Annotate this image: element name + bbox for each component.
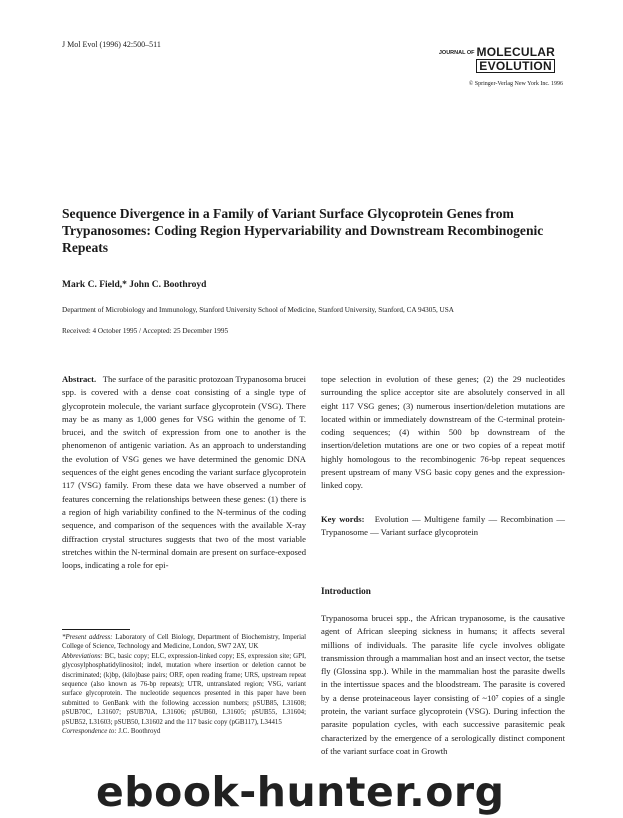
article-authors: Mark C. Field,* John C. Boothroyd (62, 280, 207, 290)
logo-small-text: JOURNAL OF (438, 49, 475, 56)
keywords-text: Evolution — Multigene family — Recombination — Trypanosome — Variant surface glycoprotein (321, 514, 565, 538)
present-address-label: *Present address: (62, 634, 113, 641)
footnotes (62, 633, 306, 736)
footnote-divider (62, 629, 130, 630)
logo-line-1: MOLECULAR (476, 45, 555, 59)
journal-logo (437, 46, 555, 73)
abbreviations-label: Abbreviations: (62, 652, 103, 660)
article-title: Sequence Divergence in a Family of Variant Surface Glycoprotein Genes from Trypanosomes: Coding Region Hypervariability and Downstream Recombinogenic Repeats (62, 206, 544, 255)
author-affiliation: Department of Microbiology and Immunology, Stanford University School of Medicine, Stanford University, Stanford, CA 94305, USA (62, 306, 454, 314)
copyright-notice: © Springer-Verlag New York Inc. 1996 (468, 81, 563, 87)
abbreviations-text: BC, basic copy; ELC, expression-linked copy; ES, expression site; GPI, glycosylphosphatidylinositol; indel, mutation where insertion or deletion cannot be discriminated; (k)bp, (kilo)base pairs; ORF, open reading frame; URS, upstream repeat sequence (also known as 76-bp repeats); UTR, untranslated region; VSG, variant surface glycoprotein. The nucleotide sequences presented in this paper have been submitted to GenBank with the following accession numbers; pSUB85, L31608; pSUB70C, L31607; pSUB70A, L31606; pSUB60, L31605; pSUB55, L31604; pSUB52, L31603; pSUB50, L31602 and the 117 basic copy (pGB117), L34415 (62, 652, 306, 726)
received-dates: Received: 4 October 1995 / Accepted: 25 December 1995 (62, 327, 229, 335)
present-address-text: Laboratory of Cell Biology, Department of Biochemistry, Imperial College of Science, Technology and Medicine, London, SW7 2AY, UK (62, 634, 306, 651)
keywords-label: Key words: (321, 514, 365, 524)
footnote-correspondence (62, 727, 306, 736)
footnote-abbreviations (62, 652, 306, 727)
correspondence-text: J.C. Boothroyd (118, 728, 161, 736)
abstract-right-column (321, 373, 565, 493)
abstract-label: Abstract. (62, 374, 97, 384)
introduction-body: Trypanosoma brucei spp., the African trypanosome, is the causative agent of African sleeping sickness in humans; it affects several millions of individuals. The parasite life cycle involves obligate transmission through a mammalian host and an insect vector, the tsetse fly (Glossina spp.). While in the mammalian host the parasite dwells in the intertissue spaces and the bloodstream. The parasite is covered by a dense proteinaceous layer consisting of ~10⁷ copies of a single protein, the variant surface glycoprotein (VSG). During infection the parasite population cycles, with each successive parasitemic peak characterized by the emergence of a serologically distinct component of the variant surface coat in Growth (321, 613, 565, 756)
introduction-heading: Introduction (321, 586, 371, 596)
keywords-block (321, 513, 565, 540)
journal-citation: J Mol Evol (1996) 42:500–511 (62, 40, 161, 49)
abstract-text-left: The surface of the parasitic protozoan Trypanosoma brucei spp. is covered with a dense coat consisting of a single type of glycoprotein molecule, the variant surface glycoprotein (VSG). There may be as many as 1,000 genes for VSG within the genome of T. brucei, and the switch of expression from one to another is the phenomenon of antigenic variation. As an approach to understanding the evolution of VSG genes we have determined the genomic DNA sequences of the eight genes encoding the variant surface glycoprotein 117 (VSG) family. From these data we have observed a number of features concerning the relationships between these genes: (1) there is a region of high variability confined to the N-terminus of the coding sequence, and comparison of the sequences with the available X-ray diffraction crystal structures suggests that two of the most variable stretches within the N-terminal domain are present on surface-exposed loops, indicating a role for epi- (62, 374, 306, 571)
correspondence-label: Correspondence to: (62, 728, 117, 736)
abstract-text-right: tope selection in evolution of these genes; (2) the 29 nucleotides surrounding the splice acceptor site are absolutely conserved in all eight 117 VSG genes; (3) numerous insertion/deletion mutations are located within or immediately downstream of the C-terminal protein-coding sequences; (4) within 500 bp downstream of the insertion/deletion mutations are one or two copies of a repeat motif highly homologous to the recombinogenic 76-bp repeat sequences present upstream of many VSG basic copy genes and the expression-linked copy. (321, 374, 565, 491)
abstract-left-column (62, 373, 306, 572)
watermark-text: ebook-hunter.org (96, 768, 505, 816)
logo-line-2: EVOLUTION (476, 59, 555, 73)
footnote-present-address (62, 633, 306, 652)
